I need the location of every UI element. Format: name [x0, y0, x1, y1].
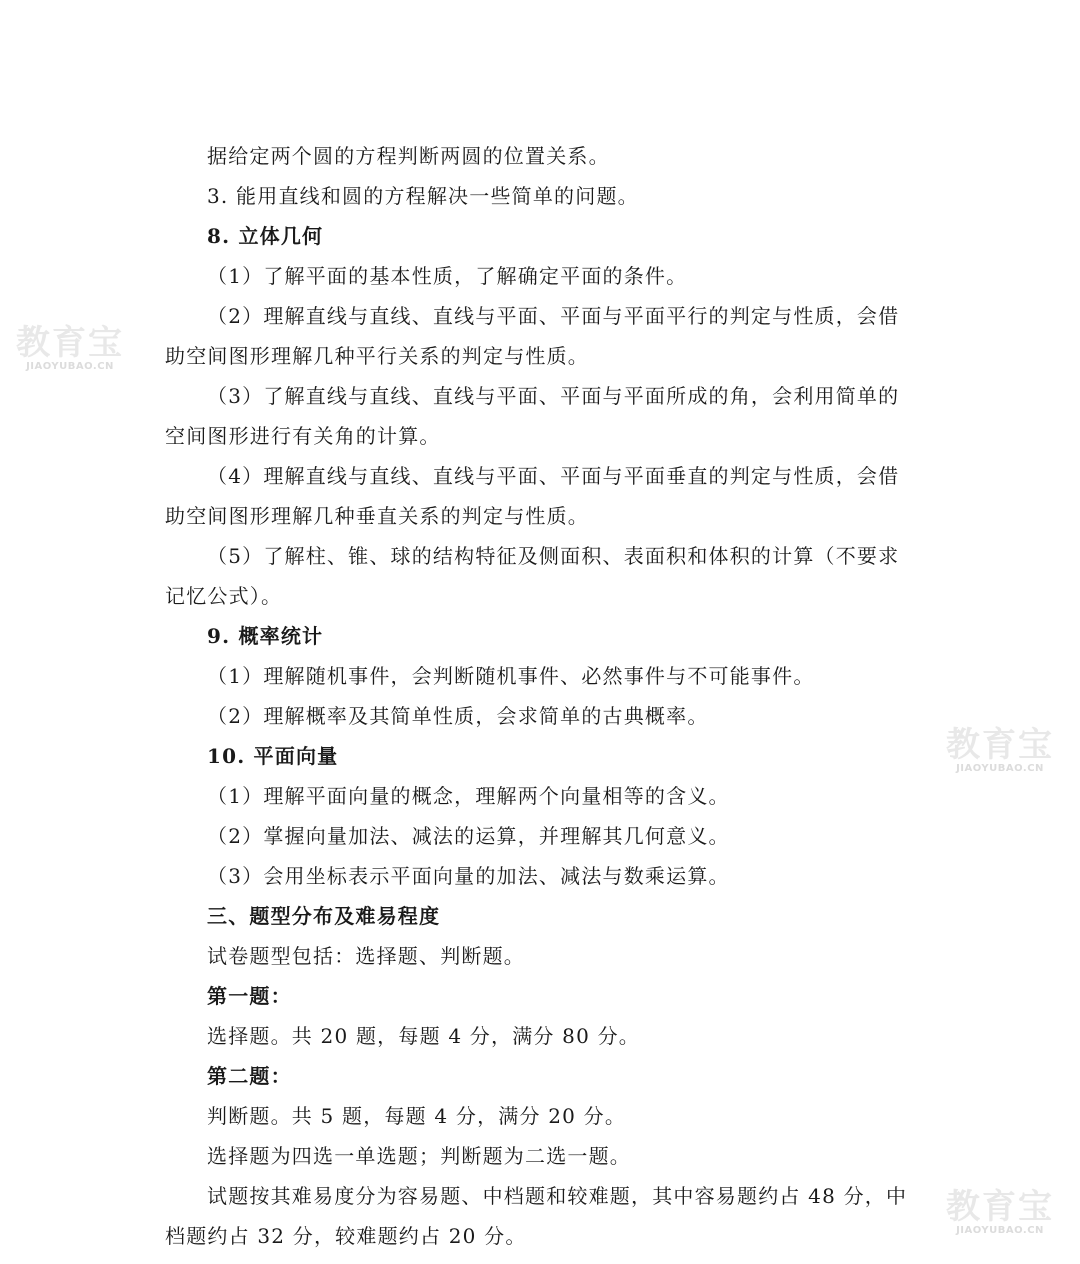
section-heading-vectors: 10. 平面向量: [207, 744, 339, 768]
watermark-text: 教育宝: [16, 323, 124, 363]
text-line: （1）理解平面向量的概念，理解两个向量相等的含义。: [207, 784, 730, 808]
text-line: 试卷题型包括：选择题、判断题。: [207, 944, 525, 968]
section-heading-solid-geometry: 8. 立体几何: [207, 224, 324, 248]
watermark-url: JIAOYUBAO.CN: [956, 1225, 1044, 1236]
text-line: （1）理解随机事件，会判断随机事件、必然事件与不可能事件。: [207, 664, 815, 688]
text-line: （3）了解直线与直线、直线与平面、平面与平面所成的角，会利用简单的: [207, 384, 900, 408]
text-line: （1）了解平面的基本性质，了解确定平面的条件。: [207, 264, 688, 288]
text-line: 试题按其难易度分为容易题、中档题和较难题，其中容易题约占 48 分，中: [207, 1184, 908, 1208]
watermark-logo: [946, 725, 1054, 774]
text-line: 3. 能用直线和圆的方程解决一些简单的问题。: [207, 184, 639, 208]
text-line: 记忆公式）。: [165, 584, 283, 608]
watermark-text: 教育宝: [946, 1187, 1054, 1227]
section-heading-probability: 9. 概率统计: [207, 624, 324, 648]
watermark-url: JIAOYUBAO.CN: [956, 763, 1044, 774]
text-line: （2）理解直线与直线、直线与平面、平面与平面平行的判定与性质，会借: [207, 304, 900, 328]
watermark-url: JIAOYUBAO.CN: [26, 361, 114, 372]
text-line: （4）理解直线与直线、直线与平面、平面与平面垂直的判定与性质，会借: [207, 464, 900, 488]
question-heading-second: 第二题：: [207, 1064, 292, 1088]
watermark-logo: [946, 1187, 1054, 1236]
text-line: （5）了解柱、锥、球的结构特征及侧面积、表面积和体积的计算（不要求: [207, 544, 900, 568]
section-heading-question-types: 三、题型分布及难易程度: [207, 904, 441, 928]
watermark-text: 教育宝: [946, 725, 1054, 765]
text-line: （2）理解概率及其简单性质，会求简单的古典概率。: [207, 704, 709, 728]
question-heading-first: 第一题：: [207, 984, 292, 1008]
text-line: 助空间图形理解几种平行关系的判定与性质。: [165, 344, 589, 368]
text-line: 据给定两个圆的方程判断两圆的位置关系。: [207, 144, 610, 168]
text-line: 选择题。共 20 题，每题 4 分，满分 80 分。: [207, 1024, 640, 1048]
watermark-logo: [16, 323, 124, 372]
text-line: （2）掌握向量加法、减法的运算，并理解其几何意义。: [207, 824, 730, 848]
text-line: 判断题。共 5 题，每题 4 分，满分 20 分。: [207, 1104, 627, 1128]
text-line: 空间图形进行有关角的计算。: [165, 424, 441, 448]
text-line: 档题约占 32 分，较难题约占 20 分。: [165, 1224, 527, 1248]
text-line: 助空间图形理解几种垂直关系的判定与性质。: [165, 504, 589, 528]
text-line: 选择题为四选一单选题；判断题为二选一题。: [207, 1144, 631, 1168]
text-line: （3）会用坐标表示平面向量的加法、减法与数乘运算。: [207, 864, 730, 888]
